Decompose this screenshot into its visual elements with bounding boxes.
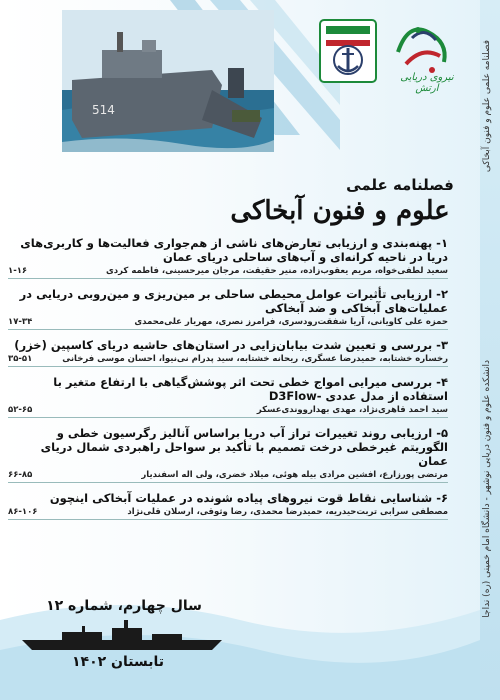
article-pages: ۵۲-۶۵ [8, 405, 33, 415]
issue-volume: سال چهارم، شماره ۱۲ [46, 598, 202, 614]
article-authors: حمزه علی کاویانی، آریا شفقت‌رودسری، فرامرز نصری، مهریار علی‌محمدی [134, 317, 448, 327]
article-meta [8, 405, 448, 418]
article-authors: رخساره خشتابه، حمیدرضا عسگری، ریحانه خشتابه، سید پدرام نی‌نیوا، احسان موسی فرخانی [62, 354, 448, 364]
side-strip-title: فصلنامه علمی علوم و فنون آبخاکی [482, 40, 492, 173]
list-item[interactable] [8, 287, 448, 330]
article-meta [8, 317, 448, 330]
ship-photo [62, 10, 274, 152]
article-pages: ۱۷-۳۴ [8, 317, 33, 327]
logo-caption: نیروی دریایی ارتش [400, 72, 454, 94]
article-authors: سید احمد قاهری‌نژاد، مهدی بهدارووندی‌عسکر [256, 405, 448, 415]
article-list [8, 236, 448, 528]
article-title: ۱- پهنه‌بندی و ارزیابی تعارض‌های ناشی از هم‌جواری فعالیت‌ها و کاربری‌های دریا در ناحیه کرانه‌ای و آب‌های ساحلی دریای عمان [20, 236, 448, 264]
article-title: ۵- ارزیابی روند تغییرات تراز آب دریا براساس آنالیز رگرسیون خطی و الگوریتم غیرخطی درخت تصمیم با تأکید بر سواحل راهبردی شمال دریای عمان [40, 426, 448, 468]
article-meta [8, 470, 448, 483]
warship-silhouette-icon [22, 618, 222, 650]
article-authors: مرتضی پورزارع، افشین مرادی بیله هوئی، میلاد خضری، ولی اله اسفندیار [141, 470, 448, 480]
article-pages: ۸۶-۱۰۶ [8, 507, 38, 517]
article-pages: ۶۶-۸۵ [8, 470, 33, 480]
article-meta [8, 354, 448, 367]
side-strip [480, 0, 500, 700]
navy-emblem-icon [316, 18, 380, 86]
article-title: ۲- ارزیابی تأثیرات عوامل محیطی ساحلی بر مین‌ریزی و مین‌روبی دریایی در عملیات‌های آبخاکی و ضد آبخاکی [19, 287, 448, 315]
article-authors: مصطفی سرابی تربت‌حیدریه، حمیدرضا محمدی، رضا وثوقی، ارسلان قلی‌نژاد [127, 507, 448, 517]
list-item[interactable] [8, 375, 448, 418]
article-meta [8, 507, 448, 520]
article-authors: سعید لطفی‌خواه، مریم یعقوب‌زاده، منیر حقیقت، مرجان میرحسینی، فاطمه کردی [105, 266, 448, 276]
side-strip-university: دانشکده علوم و فنون دریایی نوشهر - دانشگاه امام خمینی (ره) نداجا [482, 360, 492, 618]
journal-subtitle: فصلنامه علمی [346, 176, 454, 194]
list-item[interactable] [8, 338, 448, 367]
journal-title: علوم و فنون آبخاکی [230, 196, 450, 226]
article-title: ۴- بررسی میرایی امواج خطی تحت اثر پوشش‌گیاهی با ارتفاع متغیر با استفاده از مدل عددی -D3Flow [53, 375, 448, 403]
list-item[interactable] [8, 426, 448, 483]
article-title: ۳- بررسی و تعیین شدت بیابان‌زایی در استان‌های حاشیه دریای کاسپین (خزر) [14, 338, 448, 352]
list-item[interactable] [8, 236, 448, 279]
svg-text:514: 514 [92, 103, 115, 117]
article-meta [8, 266, 448, 279]
list-item[interactable] [8, 491, 448, 520]
article-pages: ۱-۱۶ [8, 266, 28, 276]
article-title: ۶- شناسایی نقاط قوت نیروهای پیاده شونده در عملیات آبخاکی اینچون [49, 491, 448, 505]
issue-season: تابستان ۱۴۰۲ [72, 654, 164, 670]
article-pages: ۳۵-۵۱ [8, 354, 33, 364]
